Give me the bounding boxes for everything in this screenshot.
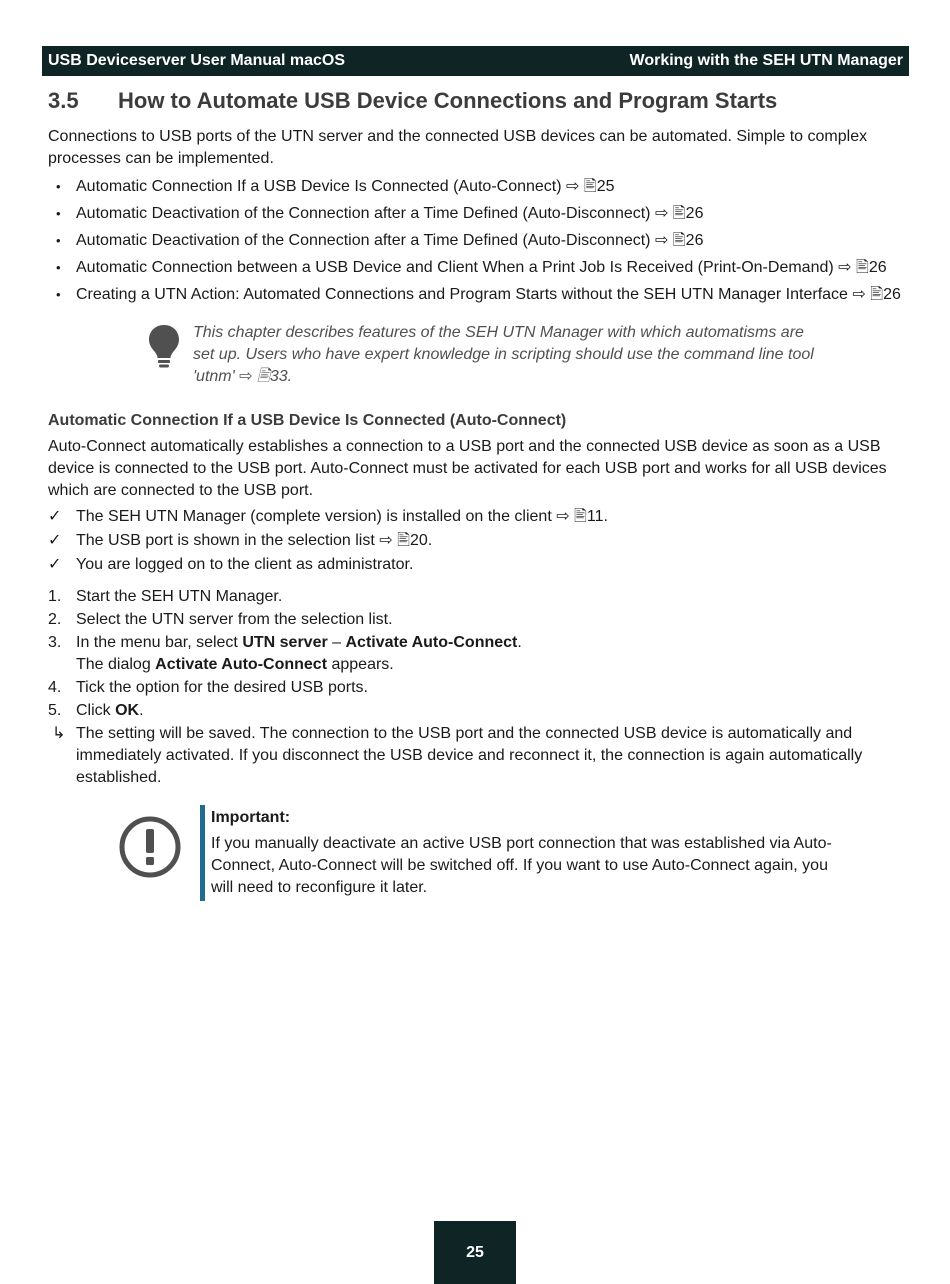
list-item: • Automatic Deactivation of the Connection after a Time Defined (Auto-Disconnect) ⇨ 🖹26 — [48, 203, 904, 225]
subsection-title: Automatic Connection If a USB Device Is Connected (Auto-Connect) — [48, 412, 567, 429]
result-arrow-icon: ↳ — [52, 725, 66, 742]
section-title: How to Automate USB Device Connections and Program Starts — [118, 88, 778, 113]
lightbulb-icon — [148, 322, 193, 388]
header-right: Working with the SEH UTN Manager — [629, 52, 903, 69]
exclamation-circle-icon — [118, 805, 200, 901]
section-heading — [48, 88, 904, 114]
list-item: • Automatic Deactivation of the Connection after a Time Defined (Auto-Disconnect) ⇨ 🖹26 — [48, 230, 904, 252]
list-item: ✓ You are logged on to the client as administrator. — [48, 554, 904, 576]
important-content — [200, 805, 851, 901]
header-left: USB Deviceserver User Manual macOS — [48, 52, 346, 69]
bullet-list — [48, 176, 904, 306]
cross-reference-link[interactable]: ⇨ 🖹26 — [852, 286, 901, 303]
cross-reference-link[interactable]: ⇨ 🖹26 — [654, 232, 704, 249]
page-content — [48, 88, 904, 901]
cross-reference-link[interactable]: ⇨ 🖹26 — [654, 205, 704, 222]
cross-reference-link[interactable]: ⇨ 🖹25 — [566, 178, 615, 195]
prerequisite-list — [48, 506, 904, 576]
step-item: 5. Click OK. — [48, 702, 144, 719]
step-item: 3. In the menu bar, select UTN server – Activate Auto-Connect. The dialog Activate Auto-Connect appears. — [48, 634, 522, 673]
step-item: 1. Start the SEH UTN Manager. — [48, 588, 283, 605]
important-text: If you manually deactivate an active USB port connection that was established via Auto-Connect, Auto-Connect will be switched off. If you want to use Auto-Connect again, you will need to reconfigure it later. — [211, 835, 832, 896]
list-item: ✓ The USB port is shown in the selection list ⇨ 🖹20. — [48, 530, 904, 552]
cross-reference-link[interactable]: ⇨ 🖹26 — [838, 259, 887, 276]
step-item: 2. Select the UTN server from the selection list. — [48, 611, 393, 628]
list-item: ✓ The SEH UTN Manager (complete version) is installed on the client ⇨ 🖹11. — [48, 506, 904, 528]
result-text: ↳ The setting will be saved. The connection to the USB port and the connected USB device is automatically and immediately activated. If you disconnect the USB device and reconnect it, the connection is again automatically established. — [52, 725, 863, 786]
list-item: • Automatic Connection If a USB Device Is Connected (Auto-Connect) ⇨ 🖹25 — [48, 176, 904, 198]
page-header — [42, 46, 909, 76]
important-box — [118, 805, 904, 901]
page-number: 25 — [434, 1221, 516, 1284]
note-text: This chapter describes features of the SEH UTN Manager with which automatisms are set up. Users who have expert knowledge in scripting should use the command line tool 'utnm' ⇨ 🖹33. — [193, 324, 814, 385]
step-item: 4. Tick the option for the desired USB ports. — [48, 679, 368, 696]
important-title: Important: — [211, 809, 291, 826]
list-item: • Automatic Connection between a USB Device and Client When a Print Job Is Received (Print-On-Demand) ⇨ 🖹26 — [48, 257, 904, 279]
section-number: 3.5 — [48, 88, 79, 113]
intro-paragraph: Connections to USB ports of the UTN server and the connected USB devices can be automated. Simple to complex processes can be implemented. — [48, 128, 868, 167]
note-box — [148, 322, 828, 388]
list-item: • Creating a UTN Action: Automated Connections and Program Starts without the SEH UTN Manager Interface ⇨ 🖹26 — [48, 284, 904, 306]
step-list — [48, 586, 904, 722]
subsection-paragraph: Auto-Connect automatically establishes a connection to a USB port and the connected USB device as soon as a USB device is connected to the USB port. Auto-Connect must be activated for each USB port and works for all USB devices which are connected to the USB port. — [48, 438, 887, 499]
